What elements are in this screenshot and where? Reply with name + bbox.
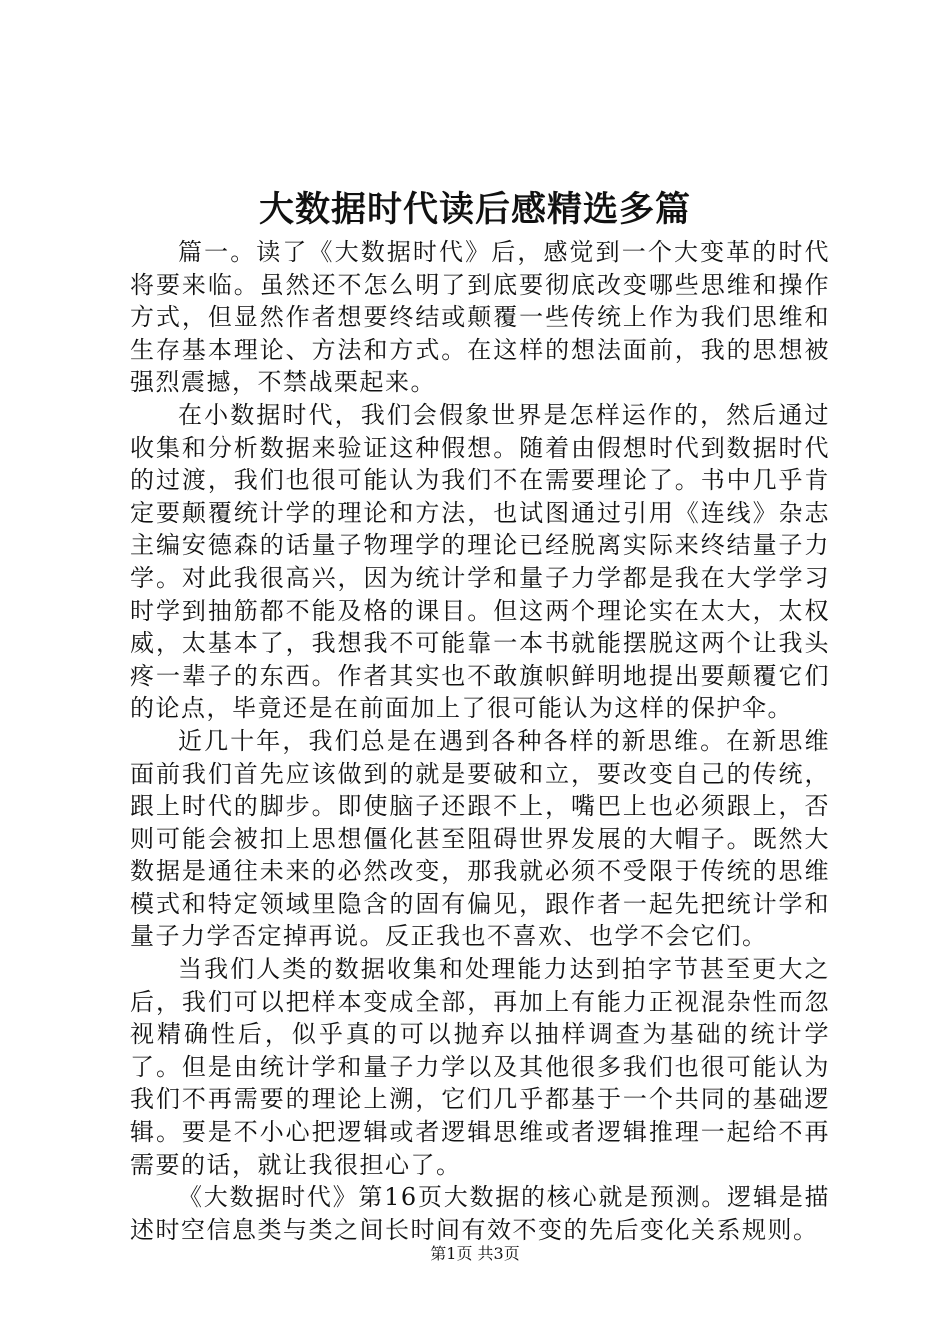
paragraph: 《大数据时代》第16页大数据的核心就是预测。逻辑是描述时空信息类与类之间长时间有效不变的先后变化关系规则。: [130, 1183, 830, 1244]
document-title: 大数据时代读后感精选多篇: [258, 189, 691, 230]
paragraph: 当我们人类的数据收集和处理能力达到拍字节甚至更大之后，我们可以把样本变成全部，再加上有能力正视混杂性而忽视精确性后，似乎真的可以抛弃以抽样调查为基础的统计学了。但是由统计学和量子力学以及其他很多我们也很可能认为我们不再需要的理论上溯，它们几乎都基于一个共同的基础逻辑。要是不小心把逻辑或者逻辑思维或者逻辑推理一起给不再需要的话，就让我很担心了。: [130, 955, 830, 1179]
page-number-footer: 第1页 共3页: [430, 1244, 520, 1263]
document-body: [130, 236, 830, 1246]
paragraph: 在小数据时代，我们会假象世界是怎样运作的，然后通过收集和分析数据来验证这种假想。随着由假想时代到数据时代的过渡，我们也很可能认为我们不在需要理论了。书中几乎肯定要颠覆统计学的理论和方法，也试图通过引用《连线》杂志主编安德森的话量子物理学的理论已经脱离实际来终结量子力学。对此我很高兴，因为统计学和量子力学都是我在大学学习时学到抽筋都不能及格的课目。但这两个理论实在太大，太权威，太基本了，我想我不可能靠一本书就能摆脱这两个让我头疼一辈子的东西。作者其实也不敢旗帜鲜明地提出要颠覆它们的论点，毕竟还是在前面加上了很可能认为这样的保护伞。: [130, 400, 830, 723]
paragraph: 篇一。读了《大数据时代》后，感觉到一个大变革的时代将要来临。虽然还不怎么明了到底要彻底改变哪些思维和操作方式，但显然作者想要终结或颠覆一些传统上作为我们思维和生存基本理论、方法和方式。在这样的想法面前，我的思想被强烈震撼，不禁战栗起来。: [130, 238, 830, 397]
paragraph: 近几十年，我们总是在遇到各种各样的新思维。在新思维面前我们首先应该做到的就是要破和立，要改变自己的传统，跟上时代的脚步。即使脑子还跟不上，嘴巴上也必须跟上，否则可能会被扣上思想僵化甚至阻碍世界发展的大帽子。既然大数据是通往未来的必然改变，那我就必须不受限于传统的思维模式和特定领域里隐含的固有偏见，跟作者一起先把统计学和量子力学否定掉再说。反正我也不喜欢、也学不会它们。: [130, 726, 830, 951]
